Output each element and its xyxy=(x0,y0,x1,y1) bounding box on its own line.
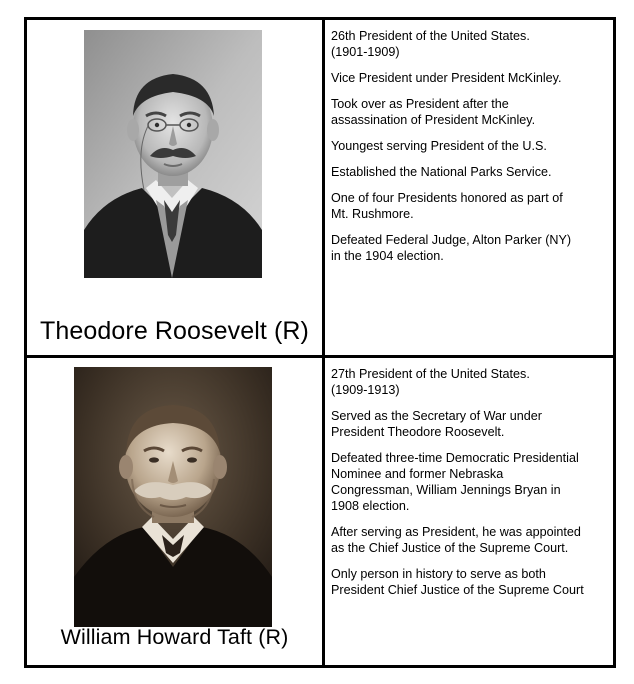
roosevelt-portrait-cell xyxy=(27,20,322,355)
fact-item: 26th President of the United States. (1901-1909) xyxy=(331,29,530,59)
president-table xyxy=(24,17,616,668)
roosevelt-facts-list xyxy=(331,28,613,274)
taft-facts-list xyxy=(331,366,613,608)
fact-item: Vice President under President McKinley. xyxy=(331,71,562,85)
roosevelt-portrait-photo xyxy=(84,30,262,278)
roosevelt-name-label: Theodore Roosevelt (R) xyxy=(40,317,309,345)
taft-name-label: William Howard Taft (R) xyxy=(60,625,289,649)
fact-item: Took over as President after the assassination of President McKinley. xyxy=(331,97,536,127)
fact-item: Youngest serving President of the U.S. xyxy=(331,139,547,153)
fact-item: Defeated Federal Judge, Alton Parker (NY) in the 1904 election. xyxy=(331,233,572,263)
fact-item: One of four Presidents honored as part of Mt. Rushmore. xyxy=(331,191,563,221)
fact-item: Only person in history to serve as both President Chief Justice of the Supreme Court xyxy=(331,567,584,597)
fact-item: Served as the Secretary of War under President Theodore Roosevelt. xyxy=(331,409,542,439)
taft-facts-cell xyxy=(325,358,613,665)
fact-item: Defeated three-time Democratic Presidential Nominee and former Nebraska Congressman, William Jennings Bryan in 1908 election. xyxy=(331,451,579,513)
fact-item: Established the National Parks Service. xyxy=(331,165,552,179)
fact-item: After serving as President, he was appointed as the Chief Justice of the Supreme Court. xyxy=(331,525,581,555)
taft-portrait-photo xyxy=(74,367,272,627)
fact-item: 27th President of the United States. (1909-1913) xyxy=(331,367,530,397)
roosevelt-facts-cell xyxy=(325,20,613,355)
taft-portrait-cell xyxy=(27,358,322,665)
